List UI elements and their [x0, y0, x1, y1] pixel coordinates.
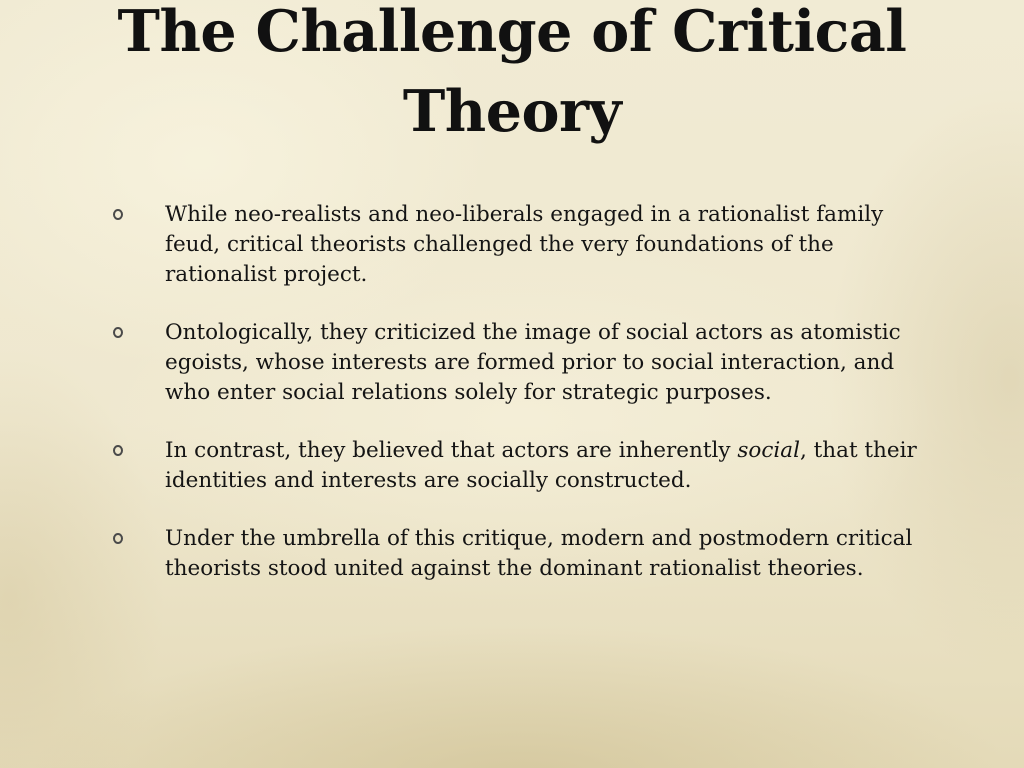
- bullet-text: Ontologically, they criticized the image of social actors as atomistic egoists, whose interests are formed prior to social interaction, and who enter social relations solely for strategic purposes.: [165, 320, 901, 405]
- bullet-list: [110, 200, 920, 612]
- bullet-circle-icon: [113, 327, 123, 338]
- slide-title: The Challenge of Critical Theory: [117, 0, 907, 145]
- bullet-emphasis: social: [737, 438, 800, 463]
- bullet-text-before: In contrast, they believed that actors are inherently: [165, 438, 738, 463]
- bullet-circle-icon: [113, 209, 123, 220]
- bullet-text: Under the umbrella of this critique, modern and postmodern critical theorists stood united against the dominant rationalist theories.: [165, 526, 913, 581]
- bullet-circle-icon: [113, 533, 123, 544]
- bullet-item: [110, 436, 920, 496]
- bullet-circle-icon: [113, 445, 123, 456]
- bullet-text: While neo-realists and neo-liberals engaged in a rationalist family feud, critical theorists challenged the very foundations of the rationalist project.: [165, 202, 884, 287]
- bullet-item: [110, 318, 920, 408]
- bullet-text-after: , that their identities and interests are socially constructed.: [165, 438, 917, 493]
- bullet-item: [110, 200, 920, 290]
- bullet-item: [110, 524, 920, 584]
